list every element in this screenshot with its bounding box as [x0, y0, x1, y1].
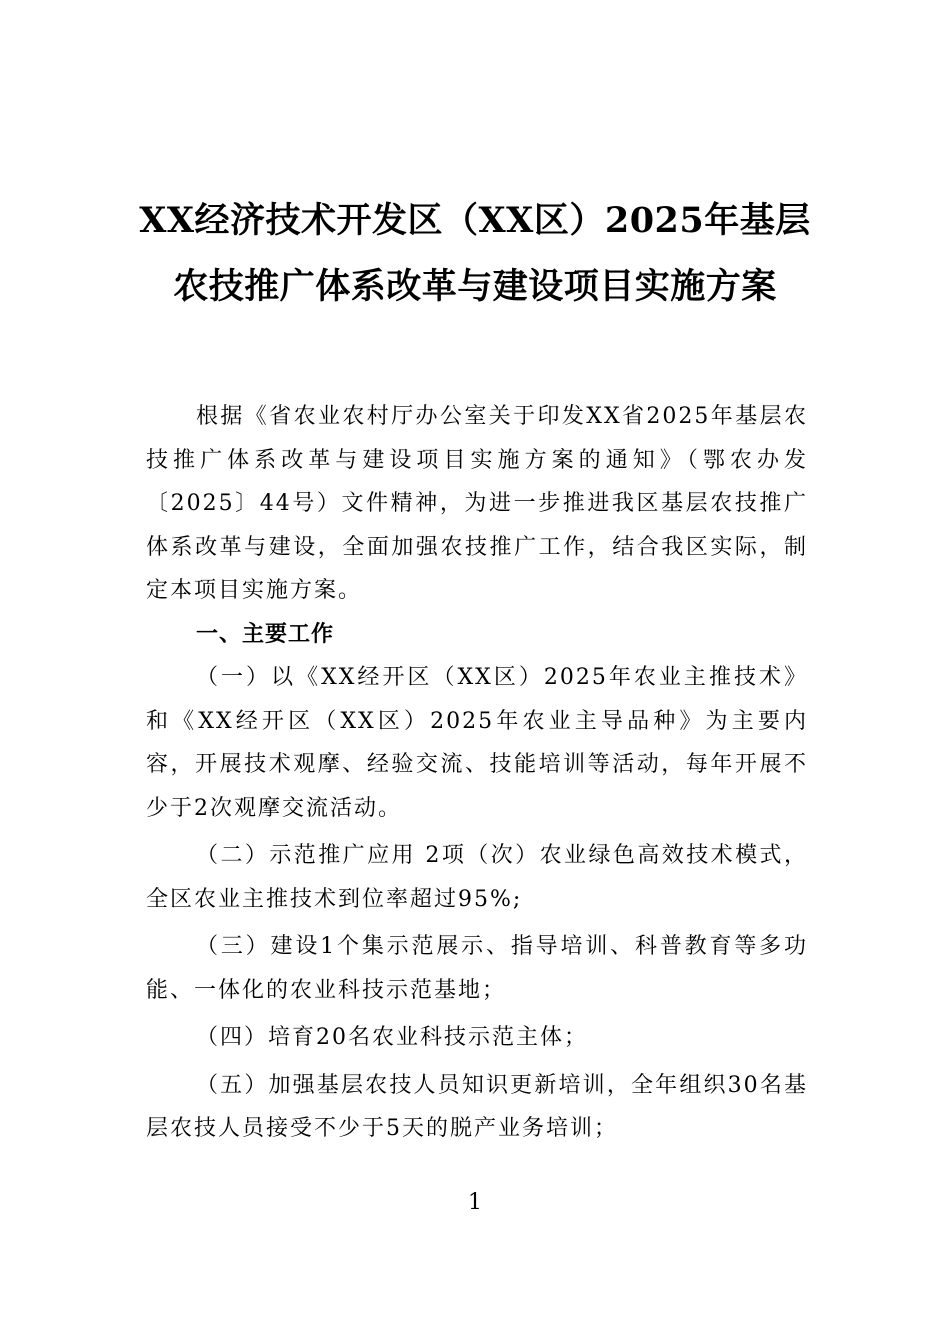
title-line-2: 农技推广体系改革与建设项目实施方案	[173, 266, 777, 307]
document-body	[146, 395, 808, 1151]
work-item-2: （二）示范推广应用 2项（次）农业绿色高效技术模式，全区农业主推技术到位率超过95%;	[146, 843, 808, 912]
work-item-1: （一）以《XX经开区（XX区）2025年农业主推技术》和《XX经开区（XX区）2025年农业主导品种》为主要内容，开展技术观摩、经验交流、技能培训等活动，每年开展不少于2次观摩交流活动。	[146, 665, 808, 821]
title-line-1: XX经济技术开发区（XX区）2025年基层	[139, 200, 811, 241]
work-item-4: （四）培育20名农业科技示范主体；	[196, 1025, 588, 1050]
document-title	[110, 188, 840, 320]
page-number: 1	[468, 1190, 482, 1215]
work-item-5: （五）加强基层农技人员知识更新培训，全年组织30名基层农技人员接受不少于5天的脱产业务培训；	[146, 1072, 808, 1141]
work-item-3: （三）建设1个集示范展示、指导培训、科普教育等多功能、一体化的农业科技示范基地；	[146, 934, 808, 1003]
section-heading-main-work: 一、主要工作	[196, 621, 335, 647]
intro-paragraph: 根据《省农业农村厅办公室关于印发XX省2025年基层农技推广体系改革与建设项目实施方案的通知》（鄂农办发〔2025〕44号）文件精神，为进一步推进我区基层农技推广体系改革与建设，全面加强农技推广工作，结合我区实际，制定本项目实施方案。	[146, 404, 808, 603]
